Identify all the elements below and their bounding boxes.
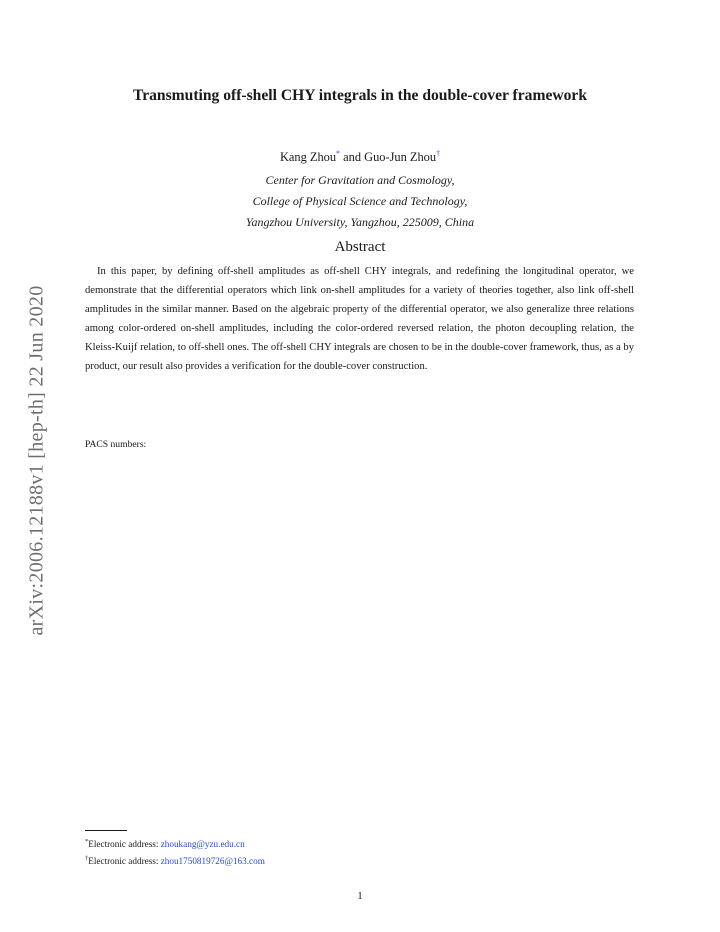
footnote-mark: † [85,854,89,862]
author-name: Guo-Jun Zhou [364,150,437,164]
pacs-numbers: PACS numbers: [85,439,147,450]
footnote-divider [85,830,127,831]
email-link[interactable]: zhoukang@yzu.edu.cn [160,839,245,849]
footnote-mark: * [85,837,89,845]
footnote-label: Electronic address: [88,856,161,866]
footnote [85,855,265,867]
arxiv-identifier-text: arXiv:2006.12188v1 [hep-th] 22 Jun 2020 [25,285,48,635]
author-connector: and [340,150,365,164]
affiliation-line: Center for Gravitation and Cosmology, [265,173,455,187]
abstract-heading: Abstract [334,239,386,255]
affiliation-line: Yangzhou University, Yangzhou, 225009, China [245,215,475,229]
author-name: Kang Zhou [279,150,337,164]
footnote [85,838,245,850]
affiliation-line: College of Physical Science and Technology, [252,194,468,208]
arxiv-identifier-stamp [22,255,52,665]
page-number: 1 [357,890,363,902]
footnote-marker[interactable]: * [336,148,341,158]
paper-title: Transmuting off-shell CHY integrals in the double-cover framework [132,87,588,104]
footnote-label: Electronic address: [88,839,161,849]
email-link[interactable]: zhou1750819726@163.com [160,856,265,866]
author-line [84,149,636,165]
abstract-body: In this paper, by defining off-shell amplitudes as off-shell CHY integrals, and redefining the longitudinal operator, we demonstrate that the differential operators which link on-shell amplitudes for a variety of theories together, also link off-shell amplitudes in the similar manner. Based on the algebraic property of the differential operator, we also generalize three relations among color-ordered on-shell amplitudes, including the color-ordered reversed relation, the photon decoupling relation, the Kleiss-Kuijf relation, to off-shell ones. The off-shell CHY integrals are chosen to be in the double-cover framework, thus, as a by product, our result also provides a verification for the double-cover construction. [85,266,634,373]
footnote-marker[interactable]: † [436,148,441,158]
